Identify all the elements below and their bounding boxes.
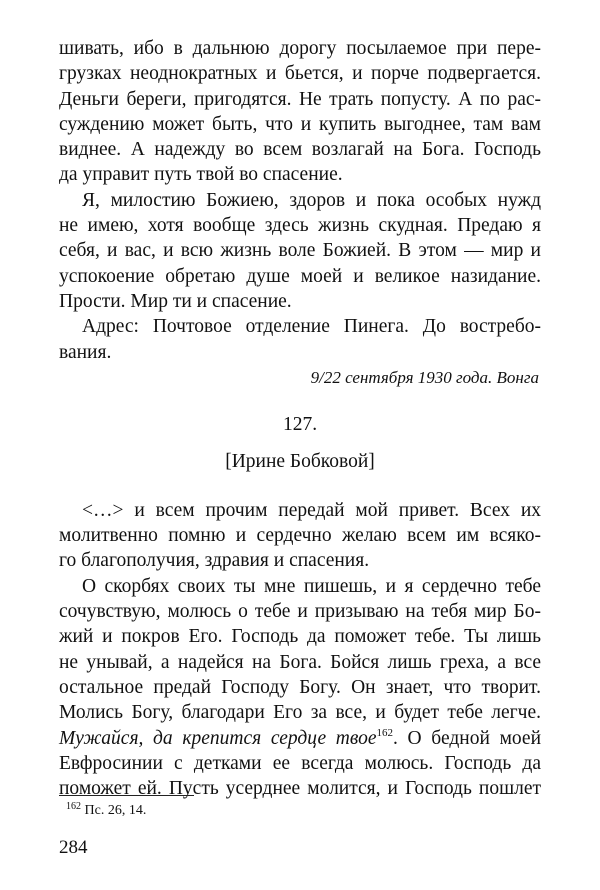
letter-number: 127. xyxy=(282,413,318,435)
text-line: да управит путь твой во спасение. xyxy=(59,164,343,186)
text-line: Адрес: Почтовое отделение Пинега. До востребо- xyxy=(82,316,541,338)
paragraph xyxy=(59,314,541,365)
text-line: Молись Богу, благодари Его за все, и будет тебе легче. xyxy=(59,702,541,724)
text-line: шивать, ибо в дальнюю дорогу посылаемое при пере- xyxy=(59,38,541,59)
footnote-divider xyxy=(59,795,194,796)
page-body xyxy=(59,36,541,801)
letter-dateline: 9/22 сентября 1930 года. Вонга xyxy=(310,367,539,387)
text-line: остальное предай Господу Богу. Он знает, что творит. xyxy=(59,676,541,698)
text-line: суждению может быть, что и купить выгоднее, там вам xyxy=(59,113,541,135)
text-line: молитвенно помню и сердечно желаю всем им всяко- xyxy=(59,525,541,547)
text-line: жий и покров Его. Господь да поможет тебе. Ты лишь xyxy=(59,626,541,648)
text-line-with-quote xyxy=(59,726,541,751)
text-line: успокоение обретаю душе моей и великое назидание. xyxy=(59,265,541,287)
footnote-reference[interactable]: 162 xyxy=(376,726,394,739)
scripture-quote: Мужайся, да крепится сердце твое xyxy=(59,727,377,749)
text-line: себя, и вас, и всю жизнь воле Божией. В этом — мир и xyxy=(59,240,541,262)
paragraph xyxy=(59,498,541,574)
text-line: го благополучия, здравия и спасения. xyxy=(59,550,370,572)
paragraph xyxy=(59,188,541,314)
footnote xyxy=(66,802,146,820)
text-line: сочувствую, молюсь о тебе и призываю на тебя мир Бо- xyxy=(59,601,541,623)
text-line: Деньги береги, пригодятся. Не трать попусту. А по рас- xyxy=(59,88,541,110)
paragraph xyxy=(59,36,541,188)
paragraph xyxy=(59,574,541,802)
text-line: не унывай, а надейся на Бога. Бойся лишь греха, а все xyxy=(59,651,541,673)
footnote-text: Пс. 26, 14. xyxy=(84,803,147,818)
text-fragment: . О бедной моей xyxy=(393,727,542,749)
text-line: Я, милостию Божиею, здоров и пока особых нужд xyxy=(82,189,541,211)
text-line: Евфросинии с детками ее всегда молюсь. Господь да xyxy=(59,752,541,774)
footnote-marker: 162 xyxy=(66,801,81,812)
text-line: поможет ей. Пусть усерднее молится, и Господь пошлет xyxy=(59,778,541,800)
text-line: вания. xyxy=(59,341,112,363)
text-line: виднее. А надежду во всем возлагай на Бога. Господь xyxy=(59,139,541,161)
text-line: не имею, хотя вообще здесь жизнь скудная. Предаю я xyxy=(59,215,541,237)
letter-recipient-heading: [Ирине Бобковой] xyxy=(225,450,375,472)
text-line: О скорбях своих ты мне пишешь, и я сердечно тебе xyxy=(82,575,541,597)
text-line: грузках неоднократных и бьется, и порче подвергается. xyxy=(59,63,541,85)
text-line: <…> и всем прочим передай мой привет. Всех их xyxy=(82,499,541,521)
text-line: Прости. Мир ти и спасение. xyxy=(59,290,292,312)
page-number: 284 xyxy=(59,837,88,858)
